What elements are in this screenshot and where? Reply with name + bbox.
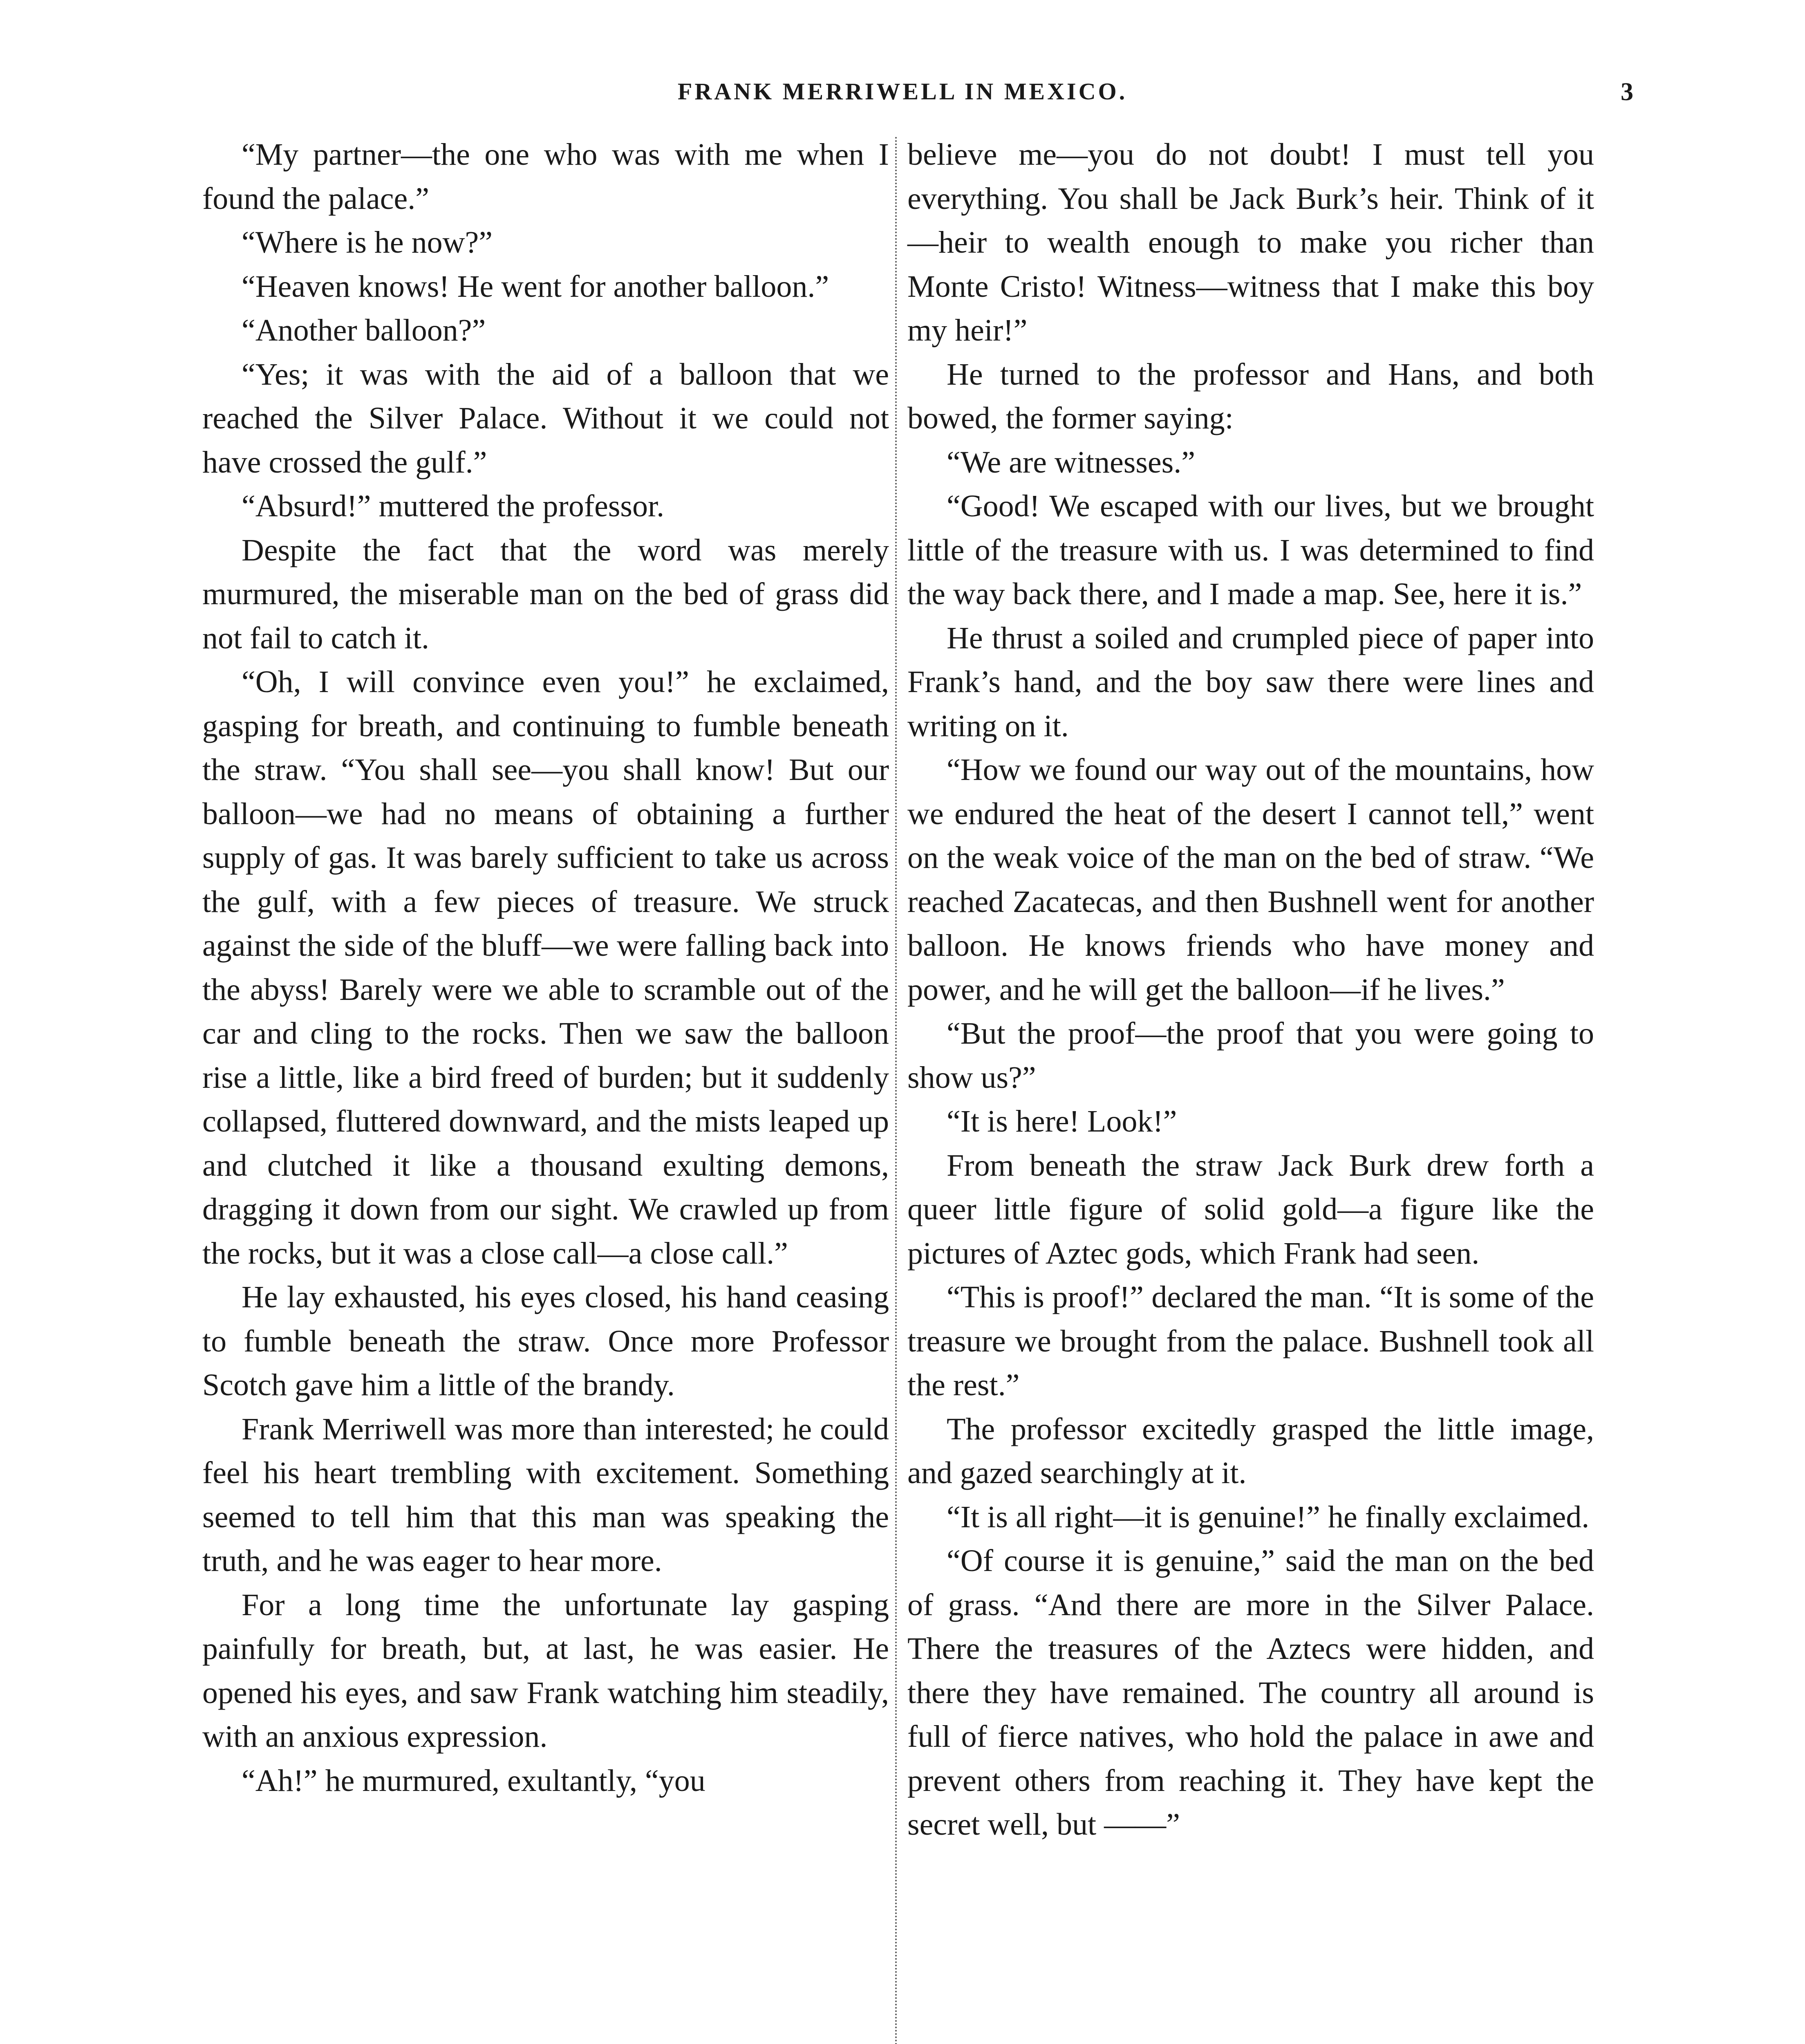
paragraph: He thrust a soiled and crumpled piece of paper into Frank’s hand, and the boy saw there were lines and writing on it.	[907, 621, 1594, 743]
left-column	[202, 133, 889, 1803]
paragraph: “Heaven knows! He went for another balloon.”	[242, 269, 829, 304]
page-header	[196, 78, 1633, 114]
right-column	[907, 133, 1594, 1847]
paragraph: “It is all right—it is genuine!” he finally exclaimed.	[947, 1499, 1590, 1534]
paragraph: “My partner—the one who was with me when I found the palace.”	[202, 137, 889, 216]
page-number: 3	[1621, 78, 1633, 106]
paragraph: “This is proof!” declared the man. “It is some of the treasure we brought from the palace. Bushnell took all the rest.”	[907, 1280, 1594, 1402]
paragraph: For a long time the unfortunate lay gasping painfully for breath, but, at last, he was easier. He opened his eyes, and saw Frank watching him steadily, with an anxious expression.	[202, 1587, 889, 1754]
paragraph: “We are witnesses.”	[947, 445, 1195, 480]
paragraph: He lay exhausted, his eyes closed, his hand ceasing to fumble beneath the straw. Once more Professor Scotch gave him a little of the brandy.	[202, 1280, 889, 1402]
paragraph: believe me—you do not doubt! I must tell you everything. You shall be Jack Burk’s heir. Think of it—heir to wealth enough to make you richer than Monte Cristo! Witness—witness that I make this boy my heir!”	[907, 137, 1594, 347]
paragraph: “Ah!” he murmured, exultantly, “you	[242, 1763, 705, 1798]
paragraph: “Of course it is genuine,” said the man on the bed of grass. “And there are more in the Silver Palace. There the treasures of the Aztecs were hidden, and there they have remained. The country all around is full of fierce natives, who hold the palace in awe and prevent others from reaching it. They have kept the secret well, but ——”	[907, 1544, 1594, 1842]
paragraph: From beneath the straw Jack Burk drew forth a queer little figure of solid gold—a figure like the pictures of Aztec gods, which Frank had seen.	[907, 1148, 1594, 1271]
column-divider	[895, 137, 897, 2044]
paragraph: “It is here! Look!”	[947, 1104, 1177, 1139]
paragraph: The professor excitedly grasped the little image, and gazed searchingly at it.	[907, 1412, 1594, 1490]
paragraph: “But the proof—the proof that you were going to show us?”	[907, 1016, 1594, 1095]
paragraph: He turned to the professor and Hans, and both bowed, the former saying:	[907, 357, 1594, 435]
paragraph: Frank Merriwell was more than interested; he could feel his heart trembling with excitement. Something seemed to tell him that this man was speaking the truth, and he was eager to hear more.	[202, 1412, 889, 1578]
paragraph: “Good! We escaped with our lives, but we brought little of the treasure with us. I was determined to find the way back there, and I made a map. See, here it is.”	[907, 489, 1594, 611]
paragraph: “How we found our way out of the mountains, how we endured the heat of the desert I cannot tell,” went on the weak voice of the man on the bed of straw. “We reached Zacatecas, and then Bushnell went for another balloon. He knows friends who have money and power, and he will get the balloon—if he lives.”	[907, 753, 1594, 1007]
running-head: FRANK MERRIWELL IN MEXICO.	[677, 78, 1128, 105]
paragraph: Despite the fact that the word was merely murmured, the miserable man on the bed of grass did not fail to catch it.	[202, 533, 889, 655]
paragraph: “Absurd!” muttered the professor.	[242, 489, 665, 523]
paragraph: “Another balloon?”	[242, 313, 486, 347]
paragraph: “Where is he now?”	[242, 225, 493, 260]
paragraph: “Oh, I will convince even you!” he exclaimed, gasping for breath, and continuing to fumble beneath the straw. “You shall see—you shall know! But our balloon—we had no means of obtaining a further supply of gas. It was barely sufficient to take us across the gulf, with a few pieces of treasure. We struck against the side of the bluff—we were falling back into the abyss! Barely were we able to scramble out of the car and cling to the rocks. Then we saw the balloon rise a little, like a bird freed of burden; but it suddenly collapsed, fluttered downward, and the mists leaped up and clutched it like a thousand exulting demons, dragging it down from our sight. We crawled up from the rocks, but it was a close call—a close call.”	[202, 665, 889, 1271]
paragraph: “Yes; it was with the aid of a balloon that we reached the Silver Palace. Without it we could not have crossed the gulf.”	[202, 357, 889, 480]
